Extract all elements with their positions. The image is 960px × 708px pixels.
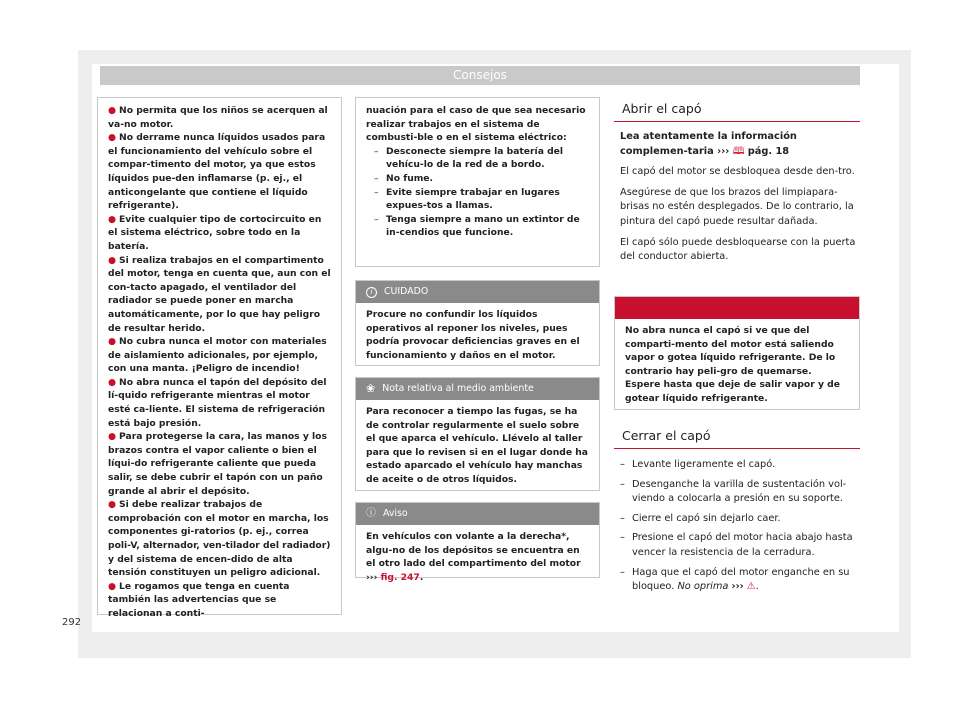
list-item: ● No cubra nunca el motor con materiales de aislamiento adicionales, por ejemplo, con una manta. ¡Peligro de incendio! xyxy=(108,336,327,375)
abrir-paragraph: Asegúrese de que los brazos del limpiapara-brisas no estén desplegados. De lo contrario, la pintura del capó puede resultar dañada. xyxy=(620,186,854,227)
environment-box xyxy=(355,377,600,491)
abrir-lead: Lea atentamente la información complemen-taria ››› 🕮 pág. 18 xyxy=(620,131,797,157)
list-item: – Haga que el capó del motor enganche en su bloqueo. No oprima ››› ⚠. xyxy=(620,566,860,595)
section-rule xyxy=(614,121,860,122)
section-header: Consejos xyxy=(100,66,860,85)
page-link[interactable]: pág. 18 xyxy=(747,145,790,157)
list-item: ● Le rogamos que tenga en cuenta también las advertencias que se relacionan a conti- xyxy=(108,580,290,619)
list-item: – Desenganche la varilla de sustentación vol-viendo a colocarla a presión en su soporte. xyxy=(620,478,860,507)
aviso-label: Aviso xyxy=(383,508,408,519)
continuation-intro: nuación para el caso de que sea necesario realizar trabajos en el sistema de combusti-ble o en el sistema eléctrico: xyxy=(366,105,586,144)
abrir-paragraph: El capó sólo puede desbloquearse con la puerta del conductor abierta. xyxy=(620,236,856,263)
aviso-header xyxy=(356,503,599,525)
atencion-text: No abra nunca el capó si ve que del comparti-mento del motor está saliendo vapor o gotea líquido refrigerante. De lo contrario hay peli-gro de quemarse. Espere hasta que deje de salir vapor y de gotear líquido refrigerante. xyxy=(625,325,840,404)
environment-text: Para reconocer a tiempo las fugas, se ha de controlar regularmente el suelo sobre el que aparca el vehículo. Llévelo al taller para que lo revisen si en el lugar donde ha estado aparcado el vehículo hay manchas de aceite o de otros líquidos. xyxy=(366,406,588,485)
list-item: – Levante ligeramente el capó. xyxy=(620,458,860,473)
abrir-content xyxy=(620,130,860,271)
environment-header xyxy=(356,378,599,400)
figure-link[interactable]: fig. 247 xyxy=(380,571,420,583)
list-item: – No fume. xyxy=(374,172,590,186)
section-title-abrir: Abrir el capó xyxy=(622,101,702,116)
cerrar-content xyxy=(620,458,860,600)
list-item: – Tenga siempre a mano un extintor de in-cendios que funcione. xyxy=(374,213,590,240)
cuidado-text: Procure no confundir los líquidos operativos al reponer los niveles, pues podría provocar deficiencias graves en el funcionamiento y daños en el motor. xyxy=(366,309,580,361)
list-item: ● No abra nunca el tapón del depósito del lí-quido refrigerante mientras el motor esté ca-liente. El sistema de refrigeración está bajo presión. xyxy=(108,376,327,429)
cuidado-box xyxy=(355,280,600,366)
book-icon: 🕮 xyxy=(732,145,745,157)
list-item: ● Para protegerse la cara, las manos y los brazos contra el vapor caliente o bien el líqui-do refrigerante caliente que pueda salir, se debe cubrir el tapón con un paño grande al abrir el depósito. xyxy=(108,431,327,497)
cuidado-header xyxy=(356,281,599,303)
section-rule xyxy=(614,448,860,449)
list-item: – Presione el capó del motor hacia abajo hasta vencer la resistencia de la cerradura. xyxy=(620,531,860,560)
environment-label: Nota relativa al medio ambiente xyxy=(382,383,534,394)
aviso-text: En vehículos con volante a la derecha*, algu-no de los depósitos se encuentra en el otro lado del compartimento del motor ››› fig. 247. xyxy=(366,531,581,583)
cuidado-label: CUIDADO xyxy=(384,286,429,297)
atencion-box xyxy=(614,296,860,410)
warning-continuation-box xyxy=(97,97,342,619)
section-title-cerrar: Cerrar el capó xyxy=(622,428,711,443)
list-item: – Evite siempre trabajar en lugares expues-tos a llamas. xyxy=(374,186,590,213)
note-icon: ⓘ xyxy=(366,508,376,519)
warning-bullet-list xyxy=(108,104,332,621)
list-item: ● No derrame nunca líquidos usados para el funcionamiento del vehículo sobre el compar-timento del motor, ya que estos líquidos pue-den inflamarse (p. ej., el anticongelante que contiene el líquido refrigerante). xyxy=(108,132,326,212)
list-item: ● Si debe realizar trabajos de comprobación con el motor en marcha, los componentes gi-ratorios (p. ej., correa poli-V, alternador, ven-tilador del radiador) y del sistema de encen-dido de alta tensión constituyen un peligro adicional. xyxy=(108,499,331,579)
warning-continuation-box-2 xyxy=(355,97,600,267)
list-item: – Desconecte siempre la batería del vehícu-lo de la red de a bordo. xyxy=(374,145,590,172)
environment-icon: ❀ xyxy=(366,382,376,395)
info-icon: i xyxy=(366,287,377,298)
aviso-box xyxy=(355,502,600,583)
list-item: – Cierre el capó sin dejarlo caer. xyxy=(620,512,860,527)
list-item: ● Si realiza trabajos en el compartimento del motor, tenga en cuenta que, aun con el con-tacto apagado, el ventilador del radiador se puede poner en marcha automáticamente, por lo que hay peligro de resultar herido. xyxy=(108,254,331,334)
list-item: ● No permita que los niños se acerquen al va-no motor. xyxy=(108,105,328,130)
cerrar-steps xyxy=(620,458,860,595)
atencion-label: ATENCIÓN xyxy=(661,302,710,313)
abrir-paragraph: El capó del motor se desbloquea desde den-tro. xyxy=(620,166,855,178)
warning-triangle-icon: ⚠ xyxy=(645,301,655,314)
page-number: 292 xyxy=(62,617,82,628)
fuel-system-list xyxy=(374,145,590,240)
warning-triangle-icon: ⚠ xyxy=(746,581,756,593)
atencion-header xyxy=(615,297,859,319)
list-item: ● Evite cualquier tipo de cortocircuito en el sistema eléctrico, sobre todo en la batería. xyxy=(108,213,322,252)
